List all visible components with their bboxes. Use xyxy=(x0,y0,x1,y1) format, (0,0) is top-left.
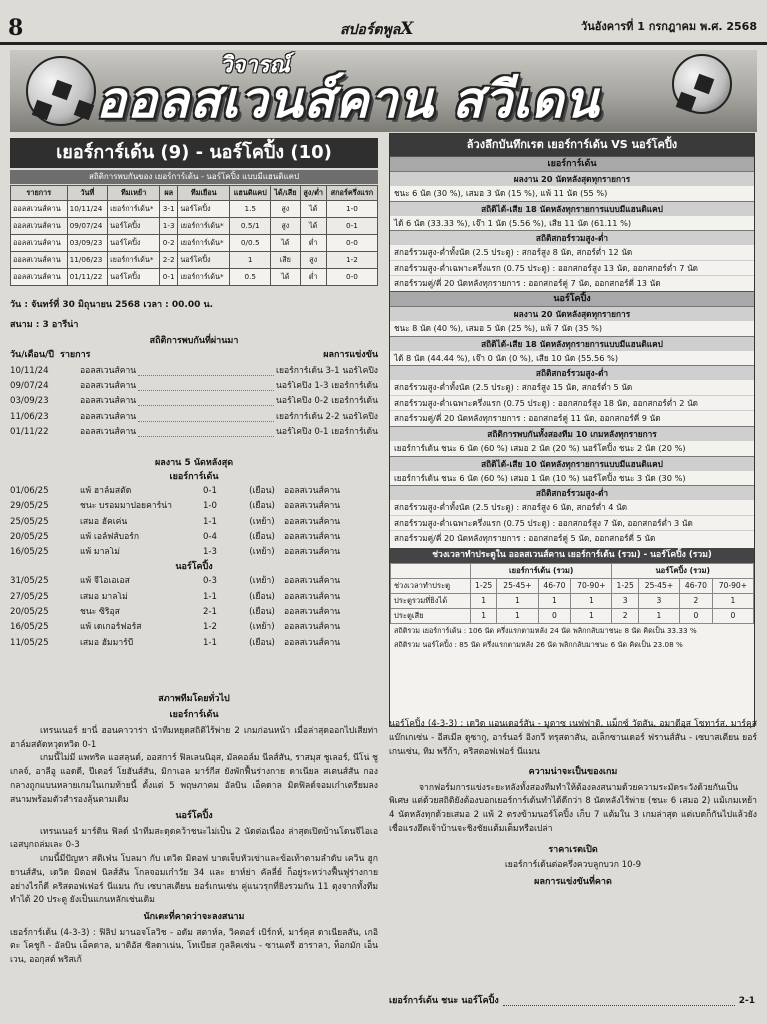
stat-band: สถิติสกอร์รวมสูง-ต่ำ xyxy=(390,365,754,379)
table-cell: 70-90+ xyxy=(712,578,753,593)
score: 1-1 xyxy=(202,516,218,527)
score: 1-2 xyxy=(202,622,218,633)
score: 1-0 xyxy=(202,501,218,512)
list-item xyxy=(10,427,378,442)
dot-leader xyxy=(138,396,274,406)
team-a-name: เยอร์การ์เด้น xyxy=(169,472,219,482)
stat-band: สถิติการพบกันทั้งสองทีม 10 เกมหลังทุกรายการ xyxy=(390,426,754,440)
table-cell: 1.5 xyxy=(230,201,271,218)
table-cell: ออลสเวนส์คาน xyxy=(11,235,68,252)
list xyxy=(10,366,378,442)
table-cell: 70-90+ xyxy=(571,578,612,593)
stat-band: ผลงาน 20 นัดหลังสุดทุกรายการ xyxy=(390,306,754,320)
head-to-head-list xyxy=(10,336,378,442)
paragraph: เกมนี้มีปัญหา สติเฟ่น โบลมา กับ เดวิด มิตอฟ บาดเจ็บหัวเข่าและข้อเท้าตามลำดับ เควิน ฮูก ยานส์สัน, เดวิด มิตอฟ นิลส์สัน โกลจอมเก๋าวัย 34 และ ยาห์ย่า คัลลี่ย์ ก็อยู่ระหว่างฟื้นฟูร่างกาย อย่างไรก็ดี คริสตอฟเฟอร์ นีแมน กับ เซบาสเตียน ยอร์เกนเซ่น คู่แนวรุกที่ยิงรวมกัน 11 ตุงจากทั้งทีมทำได้ 20 ประตู ยังเป็นแกนหลักเช่นเดิม xyxy=(10,854,378,906)
opponent: เสมอ มาลโม่ xyxy=(80,591,128,602)
stat-line: เยอร์การ์เด้น ชนะ 6 นัด (60 %) เสมอ 1 นัด (10 %) นอร์โคปิ้ง ชนะ 3 นัด (30 %) xyxy=(390,470,754,486)
prediction-text: เยอร์การ์เด้น ชนะ นอร์โคปิ้ง xyxy=(389,996,499,1006)
table-cell: นอร์โคปิ้ง xyxy=(108,235,160,252)
table-header-row xyxy=(11,186,378,201)
goal-period-table xyxy=(390,563,754,624)
table-header: สูง/ต่ำ xyxy=(300,186,326,201)
table-cell: 3 xyxy=(638,593,679,608)
list-item xyxy=(10,547,378,562)
team-a-form-list xyxy=(10,486,378,562)
table-row xyxy=(391,578,754,593)
table-cell: ออลสเวนส์คาน xyxy=(11,252,68,269)
table-cell: ต่ำ xyxy=(300,235,326,252)
list-item xyxy=(10,366,378,381)
dot-leader xyxy=(138,366,274,376)
match-date: 20/05/25 xyxy=(10,531,49,542)
table-cell: 0 xyxy=(538,608,571,623)
table-cell: 10/11/24 xyxy=(67,201,108,218)
table-cell: 25-45+ xyxy=(638,578,679,593)
table-cell: 1 xyxy=(571,593,612,608)
team-a-heading: เยอร์การ์เด้น xyxy=(169,710,219,721)
competition: ออลสเวนส์คาน xyxy=(284,637,341,648)
table-cell: 1-2 xyxy=(326,252,377,269)
table-cell: 0-2 xyxy=(160,235,178,252)
period-team-a: เยอร์การ์เด้น (รวม) xyxy=(470,563,612,578)
analysis-section xyxy=(10,690,757,1015)
price-line: เยอร์การ์เด้นต่อครึ่งควบลูกบวก 10-9 xyxy=(504,860,642,871)
table-cell: 1 xyxy=(638,608,679,623)
competition: ออลสเวนส์คาน xyxy=(284,501,341,512)
table-cell: 0.5 xyxy=(230,269,271,286)
table-header: ทีมเหย้า xyxy=(108,186,160,201)
opponent: แพ้ มาลโม่ xyxy=(80,547,120,558)
list-item xyxy=(10,381,378,396)
table-cell: 2-2 xyxy=(160,252,178,269)
stat-line: สกอร์รวมคู่/คี่ 20 นัดหลังทุกรายการ : ออกสกอร์คู่ 11 นัด, ออกสกอร์คี่ 9 นัด xyxy=(390,410,754,426)
match-result: เยอร์การ์เด้น 2-2 นอร์โคปิ้ง xyxy=(276,411,378,422)
dot-leader xyxy=(503,996,735,1006)
stat-band: สถิติสกอร์รวมสูง-ต่ำ xyxy=(390,485,754,499)
stat-line: ได้ 6 นัด (33.33 %), เจ๊า 1 นัด (5.56 %), เสีย 11 นัด (61.11 %) xyxy=(390,215,754,231)
table-cell: ออลสเวนส์คาน xyxy=(11,201,68,218)
score: 1-1 xyxy=(202,591,218,602)
competition: ออลสเวนส์คาน xyxy=(80,366,137,376)
page-number: 8 xyxy=(8,15,24,41)
table-header: ได้/เสีย xyxy=(271,186,300,201)
match-venue: สนาม : 3 อารีน่า xyxy=(10,320,79,330)
list-item xyxy=(10,517,378,532)
opponent: แพ้ จีไอเอเอส xyxy=(80,576,130,587)
table-cell: 1 xyxy=(497,593,538,608)
table-cell: 1-25 xyxy=(612,578,638,593)
score: 0-1 xyxy=(202,486,218,496)
team-a-heading: เยอร์การ์เด้น xyxy=(390,156,754,171)
table-cell: 1 xyxy=(571,608,612,623)
opponent: แพ้ ฮาล์มสตัด xyxy=(80,486,132,496)
table-row xyxy=(391,608,754,623)
stat-line: ชนะ 6 นัด (30 %), เสมอ 3 นัด (15 %), แพ้ 11 นัด (55 %) xyxy=(390,185,754,201)
competition: ออลสเวนส์คาน xyxy=(284,591,341,602)
table-row xyxy=(11,269,378,286)
table-cell: ได้ xyxy=(300,201,326,218)
table-cell: 0-0 xyxy=(326,269,377,286)
table-cell: สูง xyxy=(300,252,326,269)
list-item xyxy=(10,622,378,637)
table-cell: เยอร์การ์เด้น* xyxy=(178,269,230,286)
competition: ออลสเวนส์คาน xyxy=(284,622,341,633)
table-header: วันที่ xyxy=(67,186,108,201)
stat-line: ได้ 8 นัด (44.44 %), เจ๊า 0 นัด (0 %), เสีย 10 นัด (55.56 %) xyxy=(390,350,754,366)
table-cell: เยอร์การ์เด้น* xyxy=(108,252,160,269)
home-away: (เหย้า) xyxy=(249,547,275,558)
table-cell: 3 xyxy=(612,593,638,608)
table-cell: 25-45+ xyxy=(497,578,538,593)
stat-band: สถิติได้-เสีย 18 นัดหลังทุกรายการแบบมีแฮนดิแคป xyxy=(390,201,754,215)
prediction-score: 2-1 xyxy=(738,996,755,1006)
stats-panel xyxy=(389,133,755,727)
list-item xyxy=(10,532,378,547)
list-item xyxy=(10,592,378,607)
match-date: 03/09/23 xyxy=(10,396,49,407)
table-cell: ได้ xyxy=(271,235,300,252)
opponent: แพ้ เอล์ฟส์บอร์ก xyxy=(80,531,140,542)
table-row xyxy=(11,235,378,252)
section-title: ความน่าจะเป็นของเกม xyxy=(528,767,618,778)
table-cell: 0-1 xyxy=(160,269,178,286)
opponent: เสมอ ฮัมมาร์บี้ xyxy=(80,637,134,648)
col-result-label: ผลการแข่งขัน xyxy=(323,350,378,360)
stat-line: เยอร์การ์เด้น ชนะ 6 นัด (60 %) เสมอ 2 นัด (20 %) นอร์โคปิ้ง ชนะ 2 นัด (20 %) xyxy=(390,440,754,456)
table-cell: สูง xyxy=(271,218,300,235)
table-header: ผล xyxy=(160,186,178,201)
analysis-left-column xyxy=(10,690,378,968)
paragraph: เทรนเนอร์ มาร์ติน ฟิลด์ นำทีมสะดุดคว้าชนะไม่เป็น 2 นัดต่อเนื่อง ล่าสุดเปิดบ้านโดนจีไอเอเอสบุกถล่มเละ 0-3 xyxy=(10,826,378,851)
banner-title: ออลสเวนส์คาน สวีเดน xyxy=(96,71,600,129)
table-row xyxy=(11,252,378,269)
table-row xyxy=(391,593,754,608)
table-header: แฮนดิแคป xyxy=(230,186,271,201)
stat-line: สกอร์รวมสูง-ต่ำเฉพาะครึ่งแรก (0.75 ประตู) : ออกสกอร์สูง 13 นัด, ออกสกอร์ต่ำ 7 นัด xyxy=(390,260,754,276)
section-title: สถิติการพบกันที่ผ่านมา xyxy=(149,336,239,346)
article-banner xyxy=(10,50,757,132)
match-result: เยอร์การ์เด้น 3-1 นอร์โคปิ้ง xyxy=(276,366,378,376)
match-date: 29/05/25 xyxy=(10,501,49,512)
home-away: (เยือน) xyxy=(249,486,275,496)
table-cell: 1 xyxy=(470,608,496,623)
table-header: ทีมเยือน xyxy=(178,186,230,201)
table-header: รายการ xyxy=(11,186,68,201)
table-cell: นอร์โคปิ้ง xyxy=(108,269,160,286)
match-date: 01/06/25 xyxy=(10,486,49,496)
banner-subtitle: วิจารณ์ xyxy=(220,53,290,78)
table-cell: 0-0 xyxy=(326,235,377,252)
table-cell: 09/07/24 xyxy=(67,218,108,235)
table-body xyxy=(11,201,378,286)
match-date: 11/05/25 xyxy=(10,637,49,648)
match-date: 20/05/25 xyxy=(10,607,49,618)
table-cell: 01/11/22 xyxy=(67,269,108,286)
opponent: แพ้ เดเกอร์ฟอร์ส xyxy=(80,622,142,633)
match-result: นอร์โคปิ้ง 1-3 เยอร์การ์เด้น xyxy=(276,381,378,392)
list-item xyxy=(10,501,378,516)
table-cell: 11/06/23 xyxy=(67,252,108,269)
lineup-title: นักเตะที่คาดว่าจะลงสนาม xyxy=(143,912,245,923)
table-cell: 0/0.5 xyxy=(230,235,271,252)
home-away: (เยือน) xyxy=(249,531,275,542)
match-date: 16/05/25 xyxy=(10,547,49,558)
handicap-history-table xyxy=(10,185,378,286)
table-cell: 46-70 xyxy=(680,578,713,593)
competition: ออลสเวนส์คาน xyxy=(284,576,341,587)
brand-x: X xyxy=(400,19,414,39)
col-date-label: วัน/เดือน/ปี xyxy=(10,350,54,360)
table-cell: 0 xyxy=(712,608,753,623)
home-away: (เยือน) xyxy=(249,607,275,618)
lineup-team-a: เยอร์การ์เด้น (4-3-3) : ฟิลิป มานอจโลวิช - อดัม สตาห์ล, วิคตอร์ เบิร์กห์, มาร์คุส ดาเนียลสัน, เกอิตะ โคชูกิ - อัลบิน เอ็คดาล, มาติอัส ซิลดาเน่น, โทเบียส กูลลิคเซ่น - ซานเตรี ฮาราลา, ท็อกมัก เอ็นเวน, ออกุสต์ พริสเก้ xyxy=(10,927,378,966)
score: 0-3 xyxy=(202,576,218,587)
table-cell: เยอร์การ์เด้น* xyxy=(178,235,230,252)
score: 1-1 xyxy=(202,637,218,648)
score: 2-1 xyxy=(202,607,218,618)
table-cell: สูง xyxy=(271,201,300,218)
opponent: ชนะ บรอมมาปอยคาร์น่า xyxy=(80,501,172,512)
match-date: 31/05/25 xyxy=(10,576,49,587)
competition: ออลสเวนส์คาน xyxy=(284,607,341,618)
list-item xyxy=(10,396,378,411)
recent-form xyxy=(10,458,378,653)
list-item xyxy=(10,486,378,501)
football-icon xyxy=(26,56,96,126)
list-item xyxy=(10,576,378,591)
table-header: สกอร์ครึ่งแรก xyxy=(326,186,377,201)
competition: ออลสเวนส์คาน xyxy=(80,396,137,407)
stat-band: สถิติสกอร์รวมสูง-ต่ำ xyxy=(390,230,754,244)
table-cell: 3-1 xyxy=(160,201,178,218)
team-b-heading: นอร์โคปิ้ง xyxy=(175,811,213,822)
table-cell: เยอร์การ์เด้น* xyxy=(108,201,160,218)
competition: ออลสเวนส์คาน xyxy=(80,426,137,437)
list-item xyxy=(10,638,378,653)
stats-heading: สถิติการพบกันของ เยอร์การ์เด้น - นอร์โคปิ้ง แบบมีแฮนดิแคป xyxy=(10,170,378,184)
competition: ออลสเวนส์คาน xyxy=(284,516,341,527)
brand-name: สปอร์ตพูล xyxy=(340,22,401,38)
table-cell: 46-70 xyxy=(538,578,571,593)
table-cell: 03/09/23 xyxy=(67,235,108,252)
opponent: ชนะ ซิริอุส xyxy=(80,607,120,618)
newspaper-logo xyxy=(340,18,413,40)
team-b-heading: นอร์โคปิ้ง xyxy=(390,291,754,306)
team-b-name: นอร์โคปิ้ง xyxy=(175,562,213,573)
home-away: (เยือน) xyxy=(249,637,275,648)
home-away: (เยือน) xyxy=(249,591,275,602)
table-cell: 1 xyxy=(470,593,496,608)
table-cell: 1 xyxy=(538,593,571,608)
dot-leader xyxy=(138,381,274,391)
football-icon xyxy=(672,54,732,114)
competition: ออลสเวนส์คาน xyxy=(80,411,137,422)
match-date: 09/07/24 xyxy=(10,381,49,392)
table-cell: 1-3 xyxy=(160,218,178,235)
table-cell: 1 xyxy=(230,252,271,269)
paragraph: เทรนเนอร์ ยานี่ ฮอนคาวาร่า นำทีมหยุดสถิติไร้พ่าย 2 เกมก่อนหน้า เมื่อล่าสุดออกไปเสียท่าฮาล์มสตัดหวุดหวิด 0-1 xyxy=(10,725,378,750)
analysis-right-column xyxy=(389,718,757,891)
table-cell: ได้ xyxy=(300,218,326,235)
comeback-stat: สถิติรวม เยอร์การ์เด้น : 106 นัด ครึ่งแรกตามหลัง 24 นัด พลิกกลับมาชนะ 8 นัด คิดเป็น 33.33 % xyxy=(394,625,697,635)
section-title: ผลงาน 5 นัดหลังสุด xyxy=(154,458,234,468)
table-cell: 0-1 xyxy=(326,218,377,235)
comeback-stat: สถิติรวม นอร์โคปิ้ง : 85 นัด ครึ่งแรกตามหลัง 26 นัด พลิกกลับมาชนะ 6 นัด คิดเป็น 23.08 % xyxy=(394,639,683,649)
paragraph: เกมนี้ไม่มี แพทริค แอสลุนด์, ออสการ์ ฟิลเลนนิอุส, มัลคอล์ม นีลส์สัน, ราสมุส ชูเลอร์, นีโน่ ชูเกลจ์, อาลีอู แอดดี, ปีเตอร์ โยฮันส์สัน, มิกาเอล มาร์กีส ยังพักฟื้นร่างกาย ดาเนียล สเตนส์สัน กองกลางถูกแบนหลายเกมในเกมท้ายนี้ ตั้งแต่ 5 พฤษภาคม อัลบิน เอ็คดาล มิดฟิลด์จอมเก๋าเตรียมลงสนามพร้อมตัวสำรองลุ้นตามเดิม xyxy=(10,753,378,805)
table-cell: 2 xyxy=(680,593,713,608)
opponent: เสมอ ฮัคเค่น xyxy=(80,516,128,527)
section-title: ผลการแข่งขันที่คาด xyxy=(534,876,612,887)
row-label: ประตูเสีย xyxy=(391,608,471,623)
table-cell: เยอร์การ์เด้น* xyxy=(178,218,230,235)
competition: ออลสเวนส์คาน xyxy=(284,531,341,542)
stat-line: สกอร์รวมสูง-ต่ำทั้งนัด (2.5 ประตู) : สกอร์สูง 15 นัด, สกอร์ต่ำ 5 นัด xyxy=(390,379,754,395)
stat-line: สกอร์รวมคู่/คี่ 20 นัดหลังทุกรายการ : ออกสกอร์คู่ 7 นัด, ออกสกอร์คี่ 13 นัด xyxy=(390,275,754,291)
match-date: 11/06/23 xyxy=(10,411,49,422)
stat-line: สกอร์รวมคู่/คี่ 20 นัดหลังทุกรายการ : ออกสกอร์คู่ 5 นัด, ออกสกอร์คี่ 5 นัด xyxy=(390,530,754,546)
stat-line: สกอร์รวมสูง-ต่ำเฉพาะครึ่งแรก (0.75 ประตู) : ออกสกอร์สูง 18 นัด, ออกสกอร์ต่ำ 2 นัด xyxy=(390,395,754,411)
stat-band: สถิติได้-เสีย 18 นัดหลังทุกรายการแบบมีแฮนดิแคป xyxy=(390,336,754,350)
home-away: (เหย้า) xyxy=(249,576,275,587)
col-comp-label: รายการ xyxy=(59,350,91,360)
team-b-form-list xyxy=(10,576,378,652)
match-date: 16/05/25 xyxy=(10,622,49,633)
match-result: นอร์โคปิ้ง 0-1 เยอร์การ์เด้น xyxy=(276,426,378,437)
score: 1-3 xyxy=(202,547,218,558)
table-cell: ออลสเวนส์คาน xyxy=(11,269,68,286)
match-date: 27/05/25 xyxy=(10,591,49,602)
table-cell: ต่ำ xyxy=(300,269,326,286)
paragraph: จากฟอร์มการแข่งระยะหลังทั้งสองทีมทำให้ต้องลงสนามด้วยความระมัดระวังด้วยกันเป็นพิเศษ แต่ด้วยสถิติยังต้องบอกเยอร์การ์เด้นทำได้ดีกว่า 8 นัดหลังไร้พ่าย (ชนะ 6 เสมอ 2) แม้เกมเหย้า 4 นัดหลังทุกด้วยเสมอ 2 แพ้ 2 ตรงข้ามนอร์โคปิ้ง เก็บ 7 แต้มใน 3 เกมล่าสุด แต่เบดก็กันไปแล้วยังเชื่อแรงฮึดเจ้าบ้านจะชิงชัยแต้มเต็มหรือเปล่า xyxy=(389,782,757,834)
dot-leader xyxy=(138,427,274,437)
table-row xyxy=(11,201,378,218)
competition: ออลสเวนส์คาน xyxy=(284,547,341,558)
table-cell: ออลสเวนส์คาน xyxy=(11,218,68,235)
match-date: วัน : จันทร์ที่ 30 มิถุนายน 2568 เวลา : 00.00 น. xyxy=(10,300,214,310)
list-item xyxy=(10,607,378,622)
stat-line: สกอร์รวมสูง-ต่ำเฉพาะครึ่งแรก (0.75 ประตู) : ออกสกอร์สูง 7 นัด, ออกสกอร์ต่ำ 3 นัด xyxy=(390,515,754,531)
page-header xyxy=(0,0,767,50)
table-cell: 2 xyxy=(612,608,638,623)
match-date: 25/05/25 xyxy=(10,516,49,527)
table-cell: ได้ xyxy=(271,269,300,286)
match-date: 01/11/22 xyxy=(10,426,49,437)
panel-title: ล้วงลึกบันทึกเรต เยอร์การ์เด้น VS นอร์โคปิ้ง xyxy=(390,134,754,156)
table-cell: 0.5/1 xyxy=(230,218,271,235)
table-cell: นอร์โคปิ้ง xyxy=(178,201,230,218)
match-date: 10/11/24 xyxy=(10,366,49,376)
competition: ออลสเวนส์คาน xyxy=(284,486,341,496)
lineup-team-b: นอร์โคปิ้ง (4-3-3) : เดวิด แอนเดอร์สัน - มูตาซ เนฟฟาติ, แม็กซ์ วัตสัน, อมาดีอุส โซทาร์ส, มาร์คุส แบ๊กเกเซ่น - อีสเมีล ดูซากู, อาร์นอร์ อิงกวี ทรุสตาสัน, อเล็กซานเดอร์ ฟรานส์สัน - เซบาสเตียน ยอร์เกนเซ่น, ทิม พรีก้า, คริสตอฟเฟอร์ นีแมน xyxy=(389,719,757,757)
table-cell xyxy=(391,563,471,578)
score: 0-4 xyxy=(202,531,218,542)
table-row xyxy=(391,563,754,578)
period-team-b: นอร์โคปิ้ง (รวม) xyxy=(612,563,754,578)
match-title: เยอร์การ์เด้น (9) - นอร์โคปิ้ง (10) xyxy=(10,138,378,168)
table-cell: นอร์โคปิ้ง xyxy=(178,252,230,269)
table-cell: 0 xyxy=(680,608,713,623)
table-cell: 1-25 xyxy=(470,578,496,593)
list-item xyxy=(10,412,378,427)
section-title: ราคาเรตเปิด xyxy=(548,844,598,855)
table-cell: 1-0 xyxy=(326,201,377,218)
dot-leader xyxy=(138,412,274,422)
home-away: (เหย้า) xyxy=(249,516,275,527)
match-result: นอร์โคปิ้ง 0-2 เยอร์การ์เด้น xyxy=(276,396,378,407)
table-cell: เสีย xyxy=(271,252,300,269)
row-label: ประตูรวมที่ยิงได้ xyxy=(391,593,471,608)
issue-date: วันอังคารที่ 1 กรกฎาคม พ.ศ. 2568 xyxy=(581,20,757,33)
table-cell: 1 xyxy=(497,608,538,623)
table-cell: 1 xyxy=(712,593,753,608)
row-label: ช่วงเวลาทำประตู xyxy=(391,578,471,593)
stat-line: ชนะ 8 นัด (40 %), เสมอ 5 นัด (25 %), แพ้ 7 นัด (35 %) xyxy=(390,320,754,336)
home-away: (เยือน) xyxy=(249,501,275,512)
section-title: สภาพทีมโดยทั่วไป xyxy=(158,694,230,704)
table-cell: นอร์โคปิ้ง xyxy=(108,218,160,235)
competition: ออลสเวนส์คาน xyxy=(80,381,137,392)
list-header xyxy=(10,350,378,366)
stat-line: สกอร์รวมสูง-ต่ำทั้งนัด (2.5 ประตู) : สกอร์สูง 8 นัด, สกอร์ต่ำ 12 นัด xyxy=(390,244,754,260)
goal-period-title: ช่วงเวลาทำประตูใน ออลสเวนส์คาน เยอร์การ์เด้น (รวม) - นอร์โคปิ้ง (รวม) xyxy=(390,548,754,563)
stat-band: ผลงาน 20 นัดหลังสุดทุกรายการ xyxy=(390,171,754,185)
prediction-row xyxy=(389,996,755,1008)
header-divider xyxy=(0,42,767,45)
stat-line: สกอร์รวมสูง-ต่ำทั้งนัด (2.5 ประตู) : สกอร์สูง 6 นัด, สกอร์ต่ำ 4 นัด xyxy=(390,499,754,515)
stat-band: สถิติได้-เสีย 10 นัดหลังทุกรายการแบบมีแฮนดิแคป xyxy=(390,456,754,470)
home-away: (เหย้า) xyxy=(249,622,275,633)
table-row xyxy=(11,218,378,235)
